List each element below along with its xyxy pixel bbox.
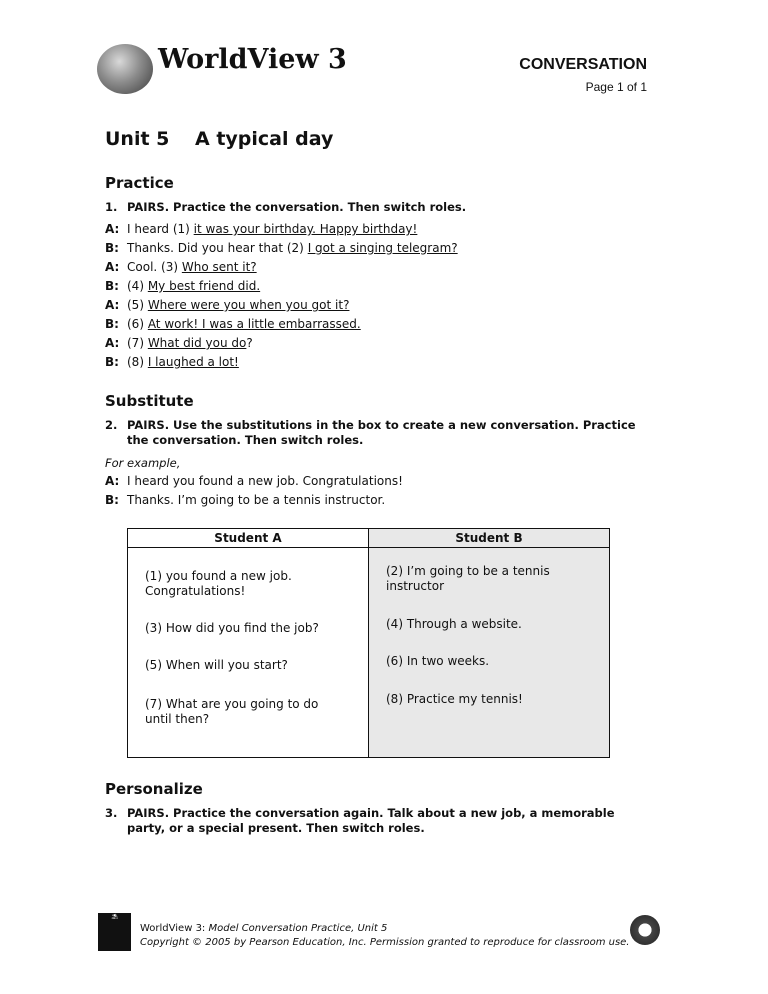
table-cell: (6) In two weeks. xyxy=(386,654,490,668)
conversation-line: A: (5) Where were you when you got it? xyxy=(105,298,350,312)
table-cell: (5) When will you start? xyxy=(145,658,288,672)
unit-number: Unit 5 xyxy=(105,128,170,150)
brand-title: WorldView 3 xyxy=(158,44,347,75)
unit-title: A typical day xyxy=(195,128,334,150)
globe-logo-icon xyxy=(97,44,153,94)
student-a-column xyxy=(128,548,369,758)
substitute-instruction xyxy=(105,418,650,448)
table-cell: (4) Through a website. xyxy=(386,617,522,631)
conversation-line: A: Cool. (3) Who sent it? xyxy=(105,260,257,274)
student-b-header: Student B xyxy=(369,529,610,548)
table-cell: (1) you found a new job. Congratulations! xyxy=(145,569,292,598)
seal-icon xyxy=(630,915,660,945)
conversation-line: B: Thanks. Did you hear that (2) I got a singing telegram? xyxy=(105,241,458,255)
instruction-text: PAIRS. Practice the conversation. Then switch roles. xyxy=(127,200,467,214)
page-number: Page 1 of 1 xyxy=(585,80,647,94)
example-line: B: Thanks. I’m going to be a tennis instructor. xyxy=(105,493,386,507)
substitute-heading: Substitute xyxy=(105,392,194,410)
table-cell: (8) Practice my tennis! xyxy=(386,692,523,706)
conversation-line: A: (7) What did you do? xyxy=(105,336,253,350)
conversation-line: B: (4) My best friend did. xyxy=(105,279,261,293)
table-cell: (7) What are you going to do until then? xyxy=(145,697,319,726)
example-line: A: I heard you found a new job. Congratulations! xyxy=(105,474,403,488)
student-b-column xyxy=(369,548,610,758)
instruction-number: 3. xyxy=(105,806,118,820)
publisher-logo-icon: ⛱ xyxy=(98,913,131,951)
personalize-heading: Personalize xyxy=(105,780,203,798)
unit-heading xyxy=(105,128,333,150)
footer-copyright: Copyright © 2005 by Pearson Education, Inc. Permission granted to reproduce for classroom use. xyxy=(140,937,630,948)
footer-line-1: WorldView 3: Model Conversation Practice, Unit 5 xyxy=(140,923,388,934)
substitution-table xyxy=(127,528,610,758)
practice-instruction xyxy=(105,200,650,215)
table-cell: (2) I’m going to be a tennis instructor xyxy=(386,564,550,593)
instruction-number: 2. xyxy=(105,418,118,432)
conversation-line: A: I heard (1) it was your birthday. Happy birthday! xyxy=(105,222,418,236)
table-cell: (3) How did you find the job? xyxy=(145,621,319,635)
conversation-line: B: (8) I laughed a lot! xyxy=(105,355,239,369)
personalize-instruction xyxy=(105,806,650,836)
footer-text xyxy=(140,922,630,950)
example-label: For example, xyxy=(105,456,181,470)
conversation-line: B: (6) At work! I was a little embarrassed. xyxy=(105,317,361,331)
student-a-header: Student A xyxy=(128,529,369,548)
instruction-text: PAIRS. Practice the conversation again. Talk about a new job, a memorable party, or a special present. Then switch roles. xyxy=(127,806,615,835)
instruction-number: 1. xyxy=(105,200,118,214)
document-type: CONVERSATION xyxy=(519,56,647,73)
instruction-text: PAIRS. Use the substitutions in the box to create a new conversation. Practice the conversation. Then switch roles. xyxy=(127,418,636,447)
practice-heading: Practice xyxy=(105,174,174,192)
